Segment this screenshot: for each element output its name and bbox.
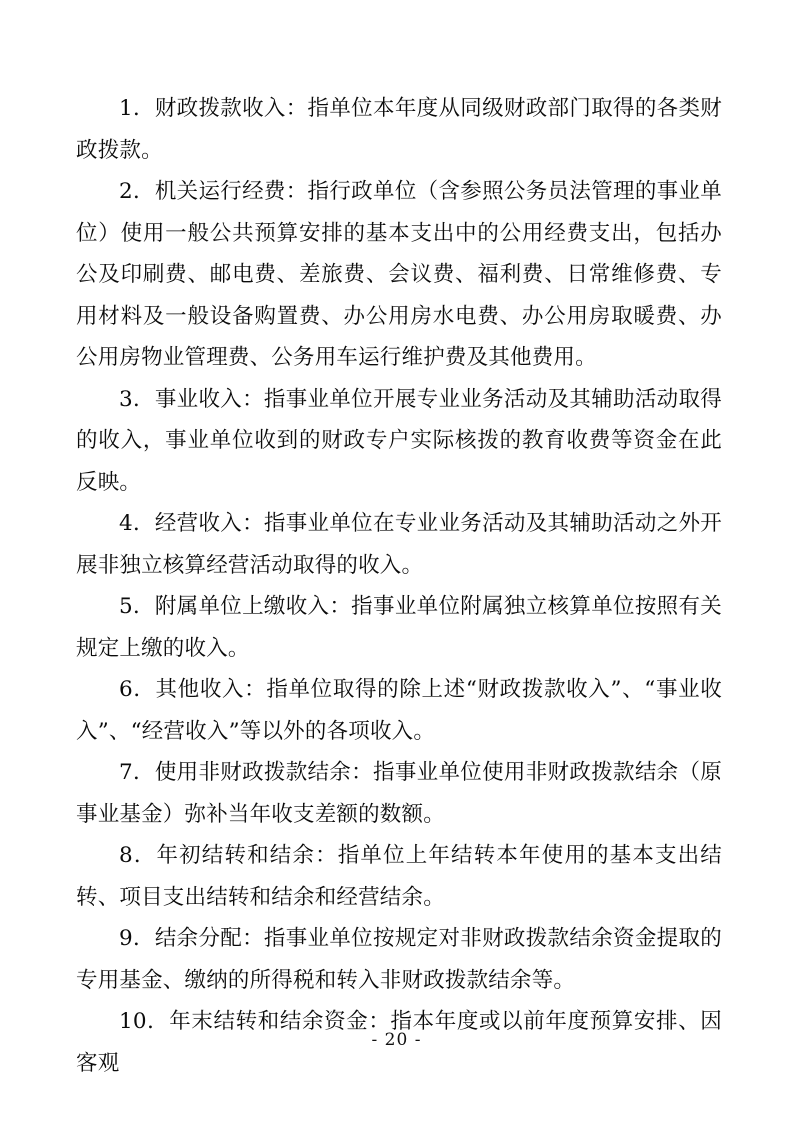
paragraph-8: 8．年初结转和结余：指单位上年结转本年使用的基本支出结转、项目支出结转和结余和经营结余。 [76, 843, 722, 910]
page-number: - 20 - [371, 1030, 422, 1050]
document-body [76, 88, 722, 1084]
paragraph-1: 1．财政拨款收入：指单位本年度从同级财政部门取得的各类财政拨款。 [76, 96, 722, 163]
paragraph-2: 2．机关运行经费：指行政单位（含参照公务员法管理的事业单位）使用一般公共预算安排的基本支出中的公用经费支出，包括办公及印刷费、邮电费、差旅费、会议费、福利费、日常维修费、专用材料及一般设备购置费、办公用房水电费、办公用房取暖费、办公用房物业管理费、公务用车运行维护费及其他费用。 [76, 179, 722, 370]
paragraph-3: 3．事业收入：指事业单位开展专业业务活动及其辅助活动取得的收入，事业单位收到的财政专户实际核拨的教育收费等资金在此反映。 [76, 386, 722, 495]
paragraph-4: 4．经营收入：指事业单位在专业业务活动及其辅助活动之外开展非独立核算经营活动取得的收入。 [76, 511, 722, 578]
paragraph-10: 10．年末结转和结余资金：指本年度或以前年度预算安排、因客观 [76, 1009, 722, 1076]
paragraph-5: 5．附属单位上缴收入：指事业单位附属独立核算单位按照有关规定上缴的收入。 [76, 594, 722, 661]
paragraph-9: 9．结余分配：指事业单位按规定对非财政拨款结余资金提取的专用基金、缴纳的所得税和转入非财政拨款结余等。 [76, 926, 722, 993]
paragraph-6: 6．其他收入：指单位取得的除上述“财政拨款收入”、“事业收入”、“经营收入”等以外的各项收入。 [76, 677, 722, 744]
paragraph-7: 7．使用非财政拨款结余：指事业单位使用非财政拨款结余（原事业基金）弥补当年收支差额的数额。 [76, 760, 722, 827]
